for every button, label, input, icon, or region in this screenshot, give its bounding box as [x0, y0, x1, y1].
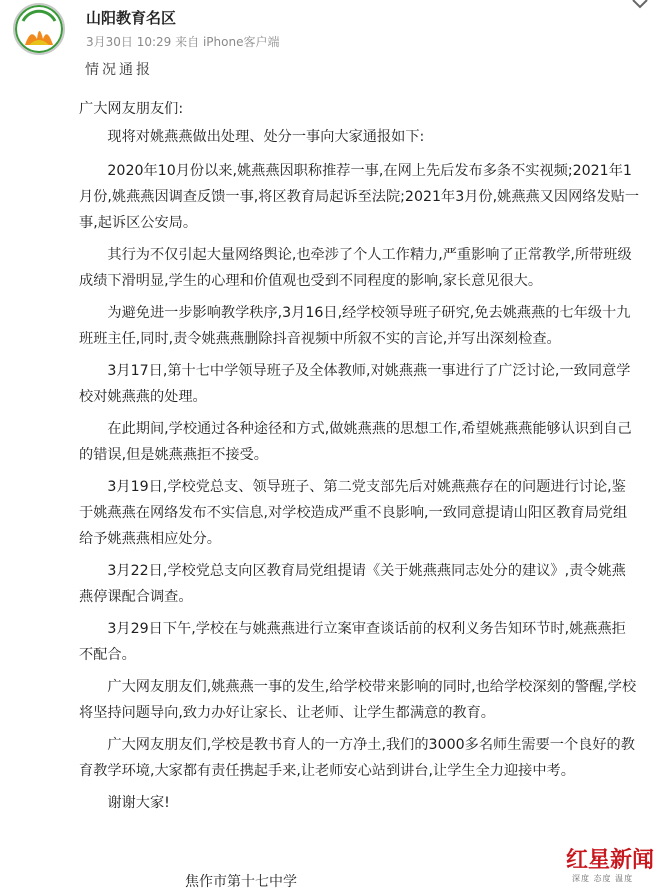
post-time: 3月30日 10:29: [86, 35, 172, 49]
letter-paragraph: 谢谢大家!: [107, 795, 170, 811]
letter-signature: 焦作市第十七中学: [185, 874, 297, 890]
letter-paragraph: 广大网友朋友们,学校是教书育人的一方净土,我们的3000多名师生需要一个良好的教育教学环境,大家都有责任携起手来,让老师安心站到讲台,让学生全力迎接中考。: [79, 737, 635, 779]
avatar[interactable]: [13, 3, 65, 55]
post-subject: 情况通报: [85, 62, 153, 78]
author-name[interactable]: 山阳教育名区: [86, 9, 177, 27]
letter-paragraph: 3月19日,学校党总支、领导班子、第二党支部先后对姚燕燕存在的问题进行讨论,鉴于姚燕燕在网络发布不实信息,对学校造成严重不良影响,一致同意提请山阳区教育局党组给予姚燕燕相应处分。: [79, 479, 628, 547]
post-header: [0, 0, 660, 56]
letter-greeting: 广大网友朋友们:: [79, 101, 184, 117]
letter-paragraph: 3月29日下午,学校在与姚燕燕进行立案审查谈话前的权利义务告知环节时,姚燕燕拒不配合。: [79, 621, 626, 663]
letter-paragraph: 2020年10月份以来,姚燕燕因职称推荐一事,在网上先后发布多条不实视频;2021年1月份,姚燕燕因调查反馈一事,将区教育局起诉至法院;2021年3月份,姚燕燕又因网络发贴一事,起诉区公安局。: [79, 163, 640, 231]
letter-paragraph: 广大网友朋友们,姚燕燕一事的发生,给学校带来影响的同时,也给学校深刻的警醒,学校将坚持问题导向,致力办好让家长、让老师、让学生都满意的教育。: [79, 679, 637, 721]
letter-paragraph: 3月22日,学校党总支向区教育局党组提请《关于姚燕燕同志处分的建议》,责令姚燕燕停课配合调查。: [79, 563, 626, 605]
watermark-title: 红星新闻: [566, 847, 655, 873]
watermark-logo: [566, 843, 656, 891]
watermark-subtitle: 深度 态度 温度: [572, 874, 634, 883]
school-logo-icon: [15, 5, 63, 53]
letter-paragraph: 为避免进一步影响教学秩序,3月16日,经学校领导班子研究,免去姚燕燕的七年级十九班班主任,同时,责令姚燕燕删除抖音视频中所叙不实的言论,并写出深刻检查。: [79, 305, 631, 347]
chevron-down-icon[interactable]: [630, 0, 650, 12]
post-meta: [86, 33, 279, 50]
notice-letter: [79, 96, 639, 822]
letter-paragraph: 在此期间,学校通过各种途径和方式,做姚燕燕的思想工作,希望姚燕燕能够认识到自己的错误,但是姚燕燕拒不接受。: [79, 421, 632, 463]
letter-paragraph: 现将对姚燕燕做出处理、处分一事向大家通报如下:: [107, 129, 425, 145]
letter-paragraph: 3月17日,第十七中学领导班子及全体教师,对姚燕燕一事进行了广泛讨论,一致同意学校对姚燕燕的处理。: [79, 363, 631, 405]
letter-paragraph: 其行为不仅引起大量网络舆论,也牵涉了个人工作精力,严重影响了正常教学,所带班级成绩下滑明显,学生的心理和价值观也受到不同程度的影响,家长意见很大。: [79, 247, 632, 289]
post-source: 来自 iPhone客户端: [175, 35, 280, 49]
